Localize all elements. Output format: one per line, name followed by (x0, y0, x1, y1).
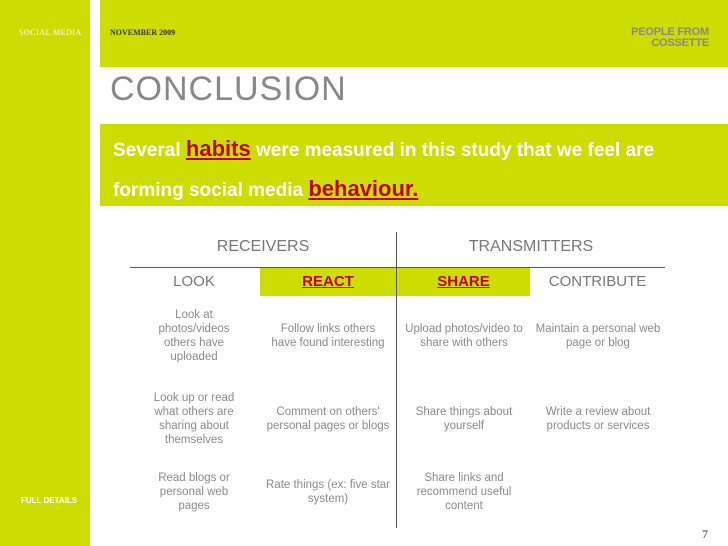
table-cell: Comment on others' personal pages or blogs (266, 406, 390, 432)
headline-part2: were measured in this study that we feel are forming social media (113, 140, 655, 201)
table-cell: Rate things (ex: five star system) (266, 479, 390, 505)
group-header-transmitters: TRANSMITTERS (468, 238, 594, 255)
header-date: NOVEMBER 2009 (110, 28, 176, 37)
page-number: 7 (702, 527, 708, 541)
slide-title: CONCLUSION (110, 70, 347, 108)
headline-part1: Several (113, 140, 186, 161)
table-cell: Look at photos/videos others have uploaded (158, 309, 230, 363)
table-cell: Share things about yourself (415, 406, 513, 432)
table-cell: Upload photos/video to share with others (405, 323, 523, 349)
table-cell: Maintain a personal web page or blog (535, 323, 661, 349)
headline-highlight-behaviour: behaviour. (308, 176, 419, 201)
brand-logo: PEOPLE FROM COSSETTE (631, 26, 709, 49)
sidebar (0, 0, 90, 546)
column-header-look: LOOK (173, 273, 215, 290)
headline-highlight-habits: habits (185, 136, 251, 161)
column-header-contribute: CONTRIBUTE (548, 273, 647, 290)
table-cell (533, 464, 663, 520)
table-cell: Share links and recommend useful content (416, 472, 512, 512)
table-cell: Look up or read what others are sharing about themselves (153, 392, 235, 446)
table-cell: Write a review about products or services (545, 406, 651, 432)
table-cell: Read blogs or personal web pages (158, 472, 230, 512)
column-header-react: REACT (260, 268, 396, 296)
column-header-share: SHARE (397, 268, 530, 296)
group-header-receivers: RECEIVERS (216, 238, 310, 255)
full-details-link[interactable]: FULL DETAILS (21, 496, 78, 505)
sidebar-section-label: SOCIAL MEDIA (19, 28, 82, 37)
headline-text (113, 130, 723, 210)
table-cell: Follow links others have found interesting (271, 323, 385, 349)
